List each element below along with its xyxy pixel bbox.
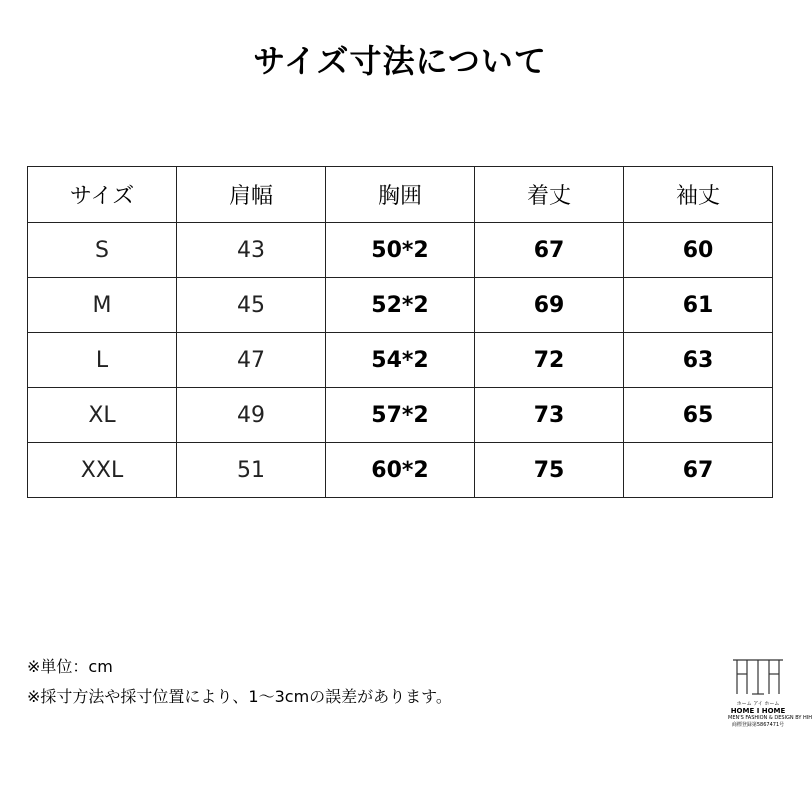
header-size: サイズ [28, 167, 177, 223]
logo-tagline: MEN'S FASHION & DESIGN BY HIH [728, 715, 812, 721]
cell-length: 69 [475, 278, 624, 333]
cell-size: M [28, 278, 177, 333]
cell-size: XL [28, 388, 177, 443]
cell-chest: 50*2 [326, 223, 475, 278]
cell-chest: 54*2 [326, 333, 475, 388]
cell-length: 73 [475, 388, 624, 443]
cell-shoulder-width: 51 [177, 443, 326, 498]
header-length: 着丈 [475, 167, 624, 223]
header-sleeve: 袖丈 [624, 167, 773, 223]
cell-chest: 52*2 [326, 278, 475, 333]
cell-shoulder-width: 47 [177, 333, 326, 388]
cell-shoulder-width: 43 [177, 223, 326, 278]
cell-shoulder-width: 49 [177, 388, 326, 443]
cell-sleeve: 63 [624, 333, 773, 388]
logo-name: HOME I HOME [730, 707, 786, 715]
page-title: サイズ寸法について [253, 42, 547, 80]
unit-note: ※単位：cm [27, 657, 113, 676]
header-shoulder-width: 肩幅 [177, 167, 326, 223]
table-row [28, 443, 773, 498]
cell-sleeve: 65 [624, 388, 773, 443]
size-table [27, 166, 773, 498]
table-row [28, 278, 773, 333]
cell-chest: 57*2 [326, 388, 475, 443]
cell-size: S [28, 223, 177, 278]
cell-sleeve: 61 [624, 278, 773, 333]
cell-size: L [28, 333, 177, 388]
error-note: ※採寸方法や採寸位置により、1～3cmの誤差があります。 [27, 687, 452, 706]
logo-registration: 商標登録第5867471号 [731, 722, 785, 728]
cell-sleeve: 67 [624, 443, 773, 498]
table-row [28, 333, 773, 388]
cell-chest: 60*2 [326, 443, 475, 498]
table-row [28, 388, 773, 443]
cell-length: 72 [475, 333, 624, 388]
cell-size: XXL [28, 443, 177, 498]
header-chest: 胸囲 [326, 167, 475, 223]
cell-length: 75 [475, 443, 624, 498]
cell-length: 67 [475, 223, 624, 278]
table-header-row [28, 167, 773, 223]
table-row [28, 223, 773, 278]
cell-shoulder-width: 45 [177, 278, 326, 333]
brand-logo [728, 656, 812, 736]
hih-logo-icon [728, 656, 788, 696]
cell-sleeve: 60 [624, 223, 773, 278]
logo-katakana: ホーム アイ ホーム [736, 701, 780, 707]
